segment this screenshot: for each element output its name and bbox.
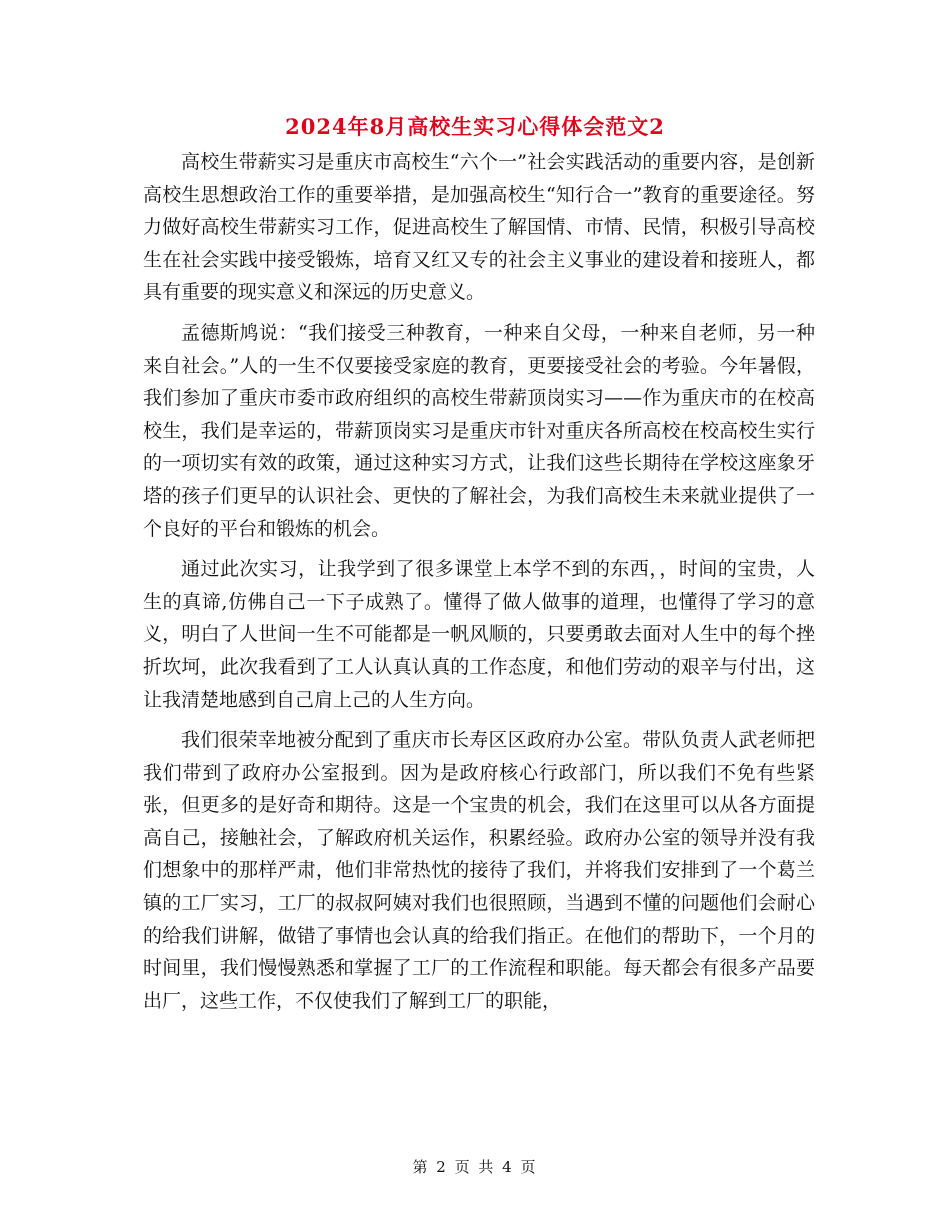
document-body [143,146,815,1025]
page-number-footer: 第 2 页 共 4 页 [412,1158,538,1176]
paragraph: 通过此次实习，让我学到了很多课堂上本学不到的东西，，时间的宝贵，人生的真谛,仿佛自己一下子成熟了。懂得了做人做事的道理，也懂得了学习的意义，明白了人世间一生不可能都是一帆风顺的，只要勇敢去面对人生中的每个挫折坎坷，此次我看到了工人认真认真的工作态度，和他们劳动的艰辛与付出，这让我清楚地感到自己肩上己的人生方向。 [143,558,815,711]
paragraph: 我们很荣幸地被分配到了重庆市长寿区区政府办公室。带队负责人武老师把我们带到了政府办公室报到。因为是政府核心行政部门，所以我们不免有些紧张，但更多的是好奇和期待。这是一个宝贵的机会，我们在这里可以从各方面提高自己，接触社会，了解政府机关运作，积累经验。政府办公室的领导并没有我们想象中的那样严肃，他们非常热忱的接待了我们，并将我们安排到了一个葛兰镇的工厂实习，工厂的叔叔阿姨对我们也很照顾，当遇到不懂的问题他们会耐心的给我们讲解，做错了事情也会认真的给我们指正。在他们的帮助下，一个月的时间里，我们慢慢熟悉和掌握了工厂的工作流程和职能。每天都会有很多产品要出厂，这些工作，不仅使我们了解到工厂的职能， [143,729,815,1012]
paragraph: 高校生带薪实习是重庆市高校生“六个一”社会实践活动的重要内容，是创新高校生思想政治工作的重要举措，是加强高校生“知行合一”教育的重要途径。努力做好高校生带薪实习工作，促进高校生了解国情、市情、民情，积极引导高校生在社会实践中接受锻炼，培育又红又专的社会主义事业的建设着和接班人，都具有重要的现实意义和深远的历史意义。 [143,151,815,304]
paragraph: 孟德斯鸠说：“我们接受三种教育，一种来自父母，一种来自老师，另一种来自社会。”人的一生不仅要接受家庭的教育，更要接受社会的考验。今年暑假，我们参加了重庆市委市政府组织的高校生带薪顶岗实习——作为重庆市的在校高校生，我们是幸运的，带薪顶岗实习是重庆市针对重庆各所高校在校高校生实行的一项切实有效的政策，通过这种实习方式，让我们这些长期待在学校这座象牙塔的孩子们更早的认识社会、更快的了解社会，为我们高校生未来就业提供了一个良好的平台和锻炼的机会。 [143,321,815,540]
document-title: 2024年8月高校生实习心得体会范文2 [285,114,665,139]
